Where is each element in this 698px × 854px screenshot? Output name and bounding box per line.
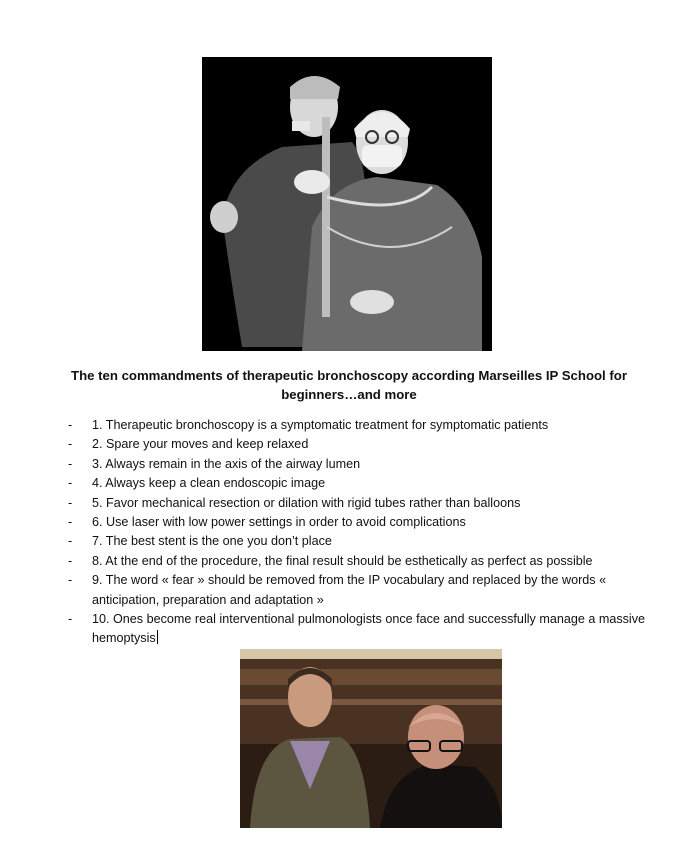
text-cursor bbox=[157, 630, 158, 644]
list-item bbox=[64, 513, 664, 532]
page-title: The ten commandments of therapeutic bronchoscopy according Marseilles IP School for beginners…and more bbox=[71, 368, 627, 402]
list-bullet: - bbox=[68, 476, 73, 491]
list-bullet: - bbox=[68, 573, 73, 588]
list-bullet: - bbox=[68, 418, 73, 432]
list-bullet: - bbox=[68, 495, 73, 510]
list-item bbox=[64, 610, 664, 649]
list-bullet: - bbox=[68, 534, 73, 549]
list-item bbox=[64, 455, 664, 474]
commandment-text: 9. The word « fear » should be removed from the IP vocabulary and replaced by the words « anticipation, preparation and adaptation » bbox=[92, 573, 607, 607]
list-bullet: - bbox=[68, 612, 73, 627]
top-photo-illustration bbox=[202, 57, 492, 351]
bottom-photo-illustration bbox=[240, 649, 502, 828]
list-bullet: - bbox=[68, 456, 73, 471]
list-item bbox=[64, 494, 664, 513]
list-item bbox=[64, 532, 664, 551]
commandment-text: 1. Therapeutic bronchoscopy is a symptomatic treatment for symptomatic patients bbox=[92, 418, 549, 432]
commandment-text: 10. Ones become real interventional pulmonologists once face and successfully manage a massive hemoptysis bbox=[92, 612, 646, 646]
bottom-photo-two-men bbox=[240, 649, 502, 828]
list-item bbox=[64, 416, 664, 435]
commandment-text: 5. Favor mechanical resection or dilation with rigid tubes rather than balloons bbox=[92, 495, 521, 510]
list-bullet: - bbox=[68, 437, 73, 452]
commandment-text: 8. At the end of the procedure, the final result should be esthetically as perfect as possible bbox=[92, 553, 593, 568]
commandment-text: 3. Always remain in the axis of the airway lumen bbox=[92, 456, 361, 471]
list-item bbox=[64, 571, 664, 610]
list-bullet: - bbox=[68, 515, 73, 530]
commandment-text: 4. Always keep a clean endoscopic image bbox=[92, 476, 326, 491]
commandment-text: 2. Spare your moves and keep relaxed bbox=[92, 437, 309, 452]
list-item bbox=[64, 435, 664, 454]
list-bullet: - bbox=[68, 553, 73, 568]
commandment-text: 6. Use laser with low power settings in order to avoid complications bbox=[92, 515, 466, 530]
list-item bbox=[64, 474, 664, 493]
list-item bbox=[64, 552, 664, 571]
commandment-text: 7. The best stent is the one you don’t place bbox=[92, 534, 332, 549]
commandments-list bbox=[64, 416, 664, 649]
top-photo-surgeons-bronchoscopy bbox=[202, 57, 492, 351]
